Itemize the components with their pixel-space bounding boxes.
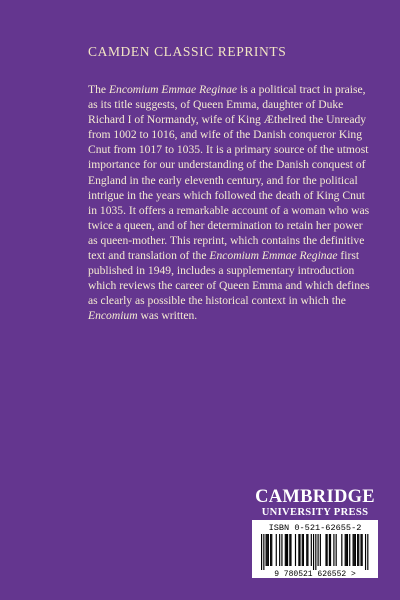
barcode-bar [333,534,334,566]
blurb-text: was written. [137,309,198,323]
barcode-bar [367,534,368,570]
barcode-panel [252,520,378,578]
barcode-bar [267,534,268,566]
barcode-icon [252,534,378,578]
barcode-bar [295,534,296,566]
barcode-bar [263,534,264,570]
barcode-bar [346,534,347,566]
barcode-bar [360,534,361,566]
barcode-bar [320,534,321,566]
barcode-bar [362,534,363,566]
barcode-bar [271,534,272,566]
barcode-bar [365,534,366,570]
barcode-bar [325,534,326,566]
publisher-subtitle: UNIVERSITY PRESS [261,507,369,518]
barcode-bar [303,534,304,566]
barcode-bar [279,534,280,566]
series-title: CAMDEN CLASSIC REPRINTS [88,44,287,59]
blurb-text: The [88,83,109,96]
barcode-bar [287,534,288,566]
isbn-label: ISBN 0-521-62655-2 [268,523,362,533]
barcode-bar [329,534,330,566]
barcode-bar [349,534,350,566]
barcode-bar [290,534,291,566]
barcode-bar [307,534,308,566]
barcode-bar [289,534,290,566]
barcode-bar [285,534,286,566]
barcode-bar [327,534,328,566]
blurb-text: first published in 1949, includes a supplementary introduction which reviews the career of Queen Emma and which defines as clearly as possible the historical context in which the [88,249,370,308]
barcode-bar [345,534,346,566]
barcode-bar [266,534,267,566]
barcode-bar [286,534,287,566]
barcode-bar [358,534,359,566]
blurb-italic-title: Encomium Emmae Reginae [209,249,338,263]
barcode-bar [311,534,312,566]
barcode-bar [354,534,355,566]
barcode-bar [261,534,262,570]
publisher-logo [252,488,378,519]
publisher-name: CAMBRIDGE [255,487,375,507]
barcode-bar [313,534,314,570]
barcode-bar [302,534,303,566]
barcode-bar [353,534,354,566]
barcode-bar [268,534,269,566]
barcode-bar [357,534,358,566]
barcode-bar [330,534,331,566]
barcode-digits: 9 780521 626552 > [274,570,356,578]
barcode-bar [276,534,277,566]
barcode-bar [299,534,300,566]
blurb-italic-title: Encomium Emmae Reginae [108,83,238,96]
barcode-bar [318,534,319,566]
barcode-bar [306,534,307,566]
barcode-bar [315,534,316,570]
barcode-bar [341,534,342,566]
blurb-italic-title: Encomium [88,309,138,323]
blurb-text: is a political tract in praise, as its title suggests, of Queen Emma, daughter of Duke Richard I of Normandy, wife of King Æthelred the Unready from 1002 to 1016, and wife of the Danish conqueror King Cnut from 1017 to 1035. It is a primary source of the utmost importance for our understanding of the Danish conquest of England in the early eleventh century, and for the political intrigue in the years which followed the death of King Cnut in 1035. It offers a remarkable account of a woman who was twice a queen, and of her determination to retain her power as queen-mother. This reprint, which contains the definitive text and translation of the [88,83,370,263]
barcode-bar [355,534,356,566]
barcode-bar [347,534,348,566]
barcode-bar [336,534,337,566]
barcode-bar [281,534,282,566]
back-cover-blurb [88,82,372,324]
barcode-bar [298,534,299,566]
barcode-bar [270,534,271,566]
